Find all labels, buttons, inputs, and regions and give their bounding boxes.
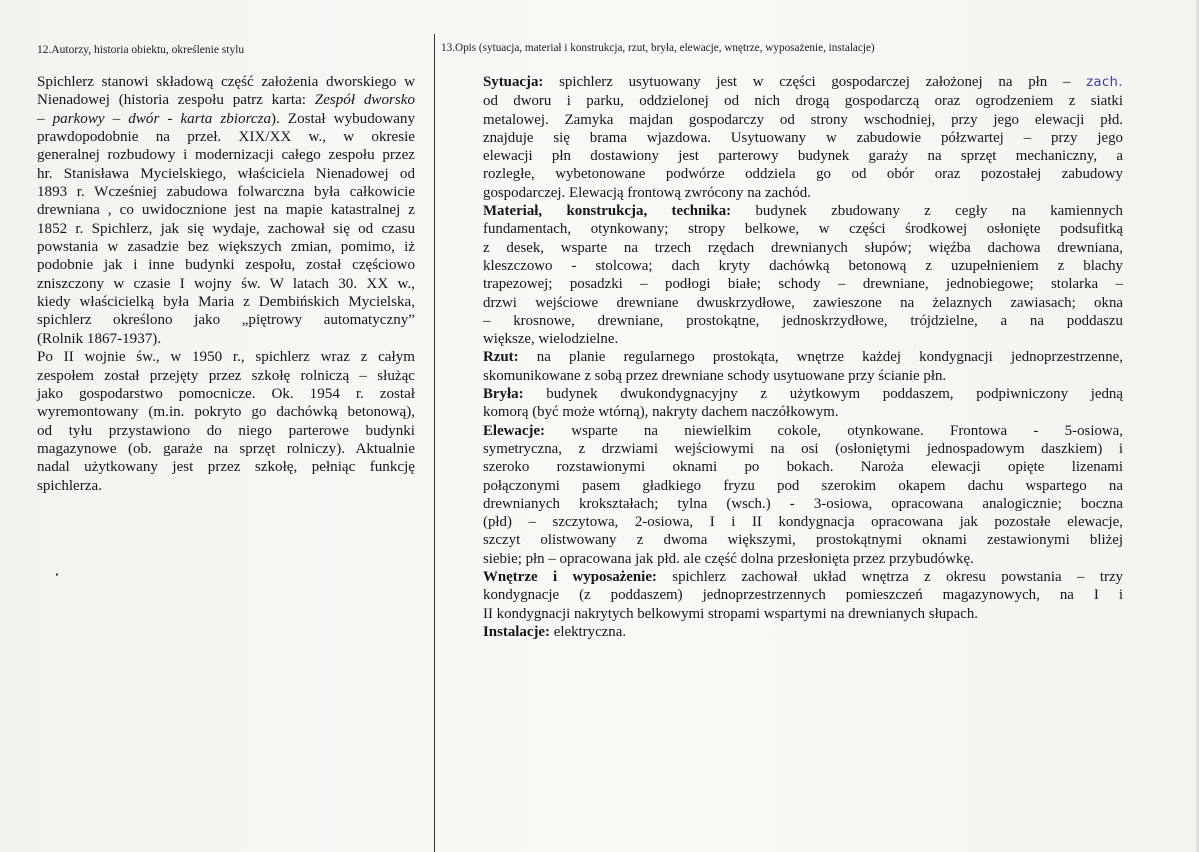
text-line: rozległe, wybetonowane podwórze oddziela go od obór oraz pozostałej zabudowy <box>483 166 1123 183</box>
sytuacja-label: Sytuacja: <box>483 74 544 90</box>
text-line: gospodarczej. Elewacją frontową zwrócony na zachód. <box>483 184 811 201</box>
text-line: – parkowy – dwór - karta zbiorcza). Został wybudowany <box>37 110 416 127</box>
text-line: drzwi wejściowe drewniane dwuskrzydłowe, zawieszone na żelaznych zawiasach; okna <box>483 294 1123 311</box>
column-divider <box>434 34 435 852</box>
instalacje-section <box>483 623 1123 641</box>
text-line: 1893 r. Wcześniej zabudowa folwarczna była całkowicie <box>37 184 415 201</box>
sytuacja-section <box>483 73 1123 202</box>
material-label: Materiał, konstrukcja, technika: <box>483 203 732 220</box>
text-line: połączonymi pasem gładkiego fryzu pod szerokim okapem dachu wspartego na <box>483 477 1123 494</box>
instalacje-label: Instalacje: <box>483 623 550 640</box>
text-line: spichlerza. <box>37 477 102 494</box>
page-edge-shadow <box>1195 0 1199 852</box>
text-line: trapezowej; posadzki – podłogi białe; schody – drewniane, jednobiegowe; stolarka – <box>483 276 1123 293</box>
material-section <box>483 202 1123 348</box>
text-line: drewnianych krokształach; tylna (wsch.) - 3-osiowa, opracowana analogicznie; boczna <box>483 495 1123 512</box>
wnetrze-label: Wnętrze i wyposażenie: <box>483 569 657 586</box>
text-line: 1852 r. Spichlerz, jak się wydaje, zachował się od czasu <box>37 220 415 237</box>
rzut-label: Rzut: <box>483 349 519 366</box>
bryla-section <box>483 385 1123 422</box>
text-line: Sytuacja: spichlerz usytuowany jest w części gospodarczej założonej na płn – zach. <box>483 74 1123 90</box>
text-line: Instalacje: elektryczna. <box>483 623 627 640</box>
text-line: kiedy właścicielką była Maria z Dembińskich Mycielska, <box>37 294 415 311</box>
text-line: symetryczna, z drzwiami wejściowymi na osi (osłoniętymi jednospadowym daszkiem) i <box>483 440 1123 457</box>
text-line: kondygnacje (z poddaszem) jednoprzestrzennych pomieszczeń magazynowych, na I i <box>483 587 1123 604</box>
text-line: jako gospodarstwo pomocnicze. Ok. 1954 r. został <box>37 385 415 402</box>
text-line: II kondygnacji nakrytych belkowymi stropami wspartymi na drewnianych słupach. <box>483 605 978 622</box>
history-paragraph-2 <box>37 348 415 495</box>
elewacje-label: Elewacje: <box>483 422 546 439</box>
text-line: spichlerz określono jako „piętrowy automatyczny” <box>37 312 415 329</box>
text-line: szczyt olistwowany z dwoma większymi, prostokątnymi oknami zestawionymi bliżej <box>483 532 1123 549</box>
text-line: komorą (być może wtórną), nakryty dachem naczółkowym. <box>483 404 839 421</box>
elewacje-section <box>483 422 1123 568</box>
right-section-header: 13.Opis (sytuacja, materiał i konstrukcja, rzut, bryła, elewacje, wnętrze, wyposażenie, instalacje) <box>441 42 875 54</box>
text-line: Elewacje: wsparte na niewielkim cokole, otynkowane. Frontowa - 5-osiowa, <box>483 422 1123 439</box>
text-line: zespołem został przejęty przez szkołę rolniczą – służąc <box>37 367 415 384</box>
text-line: znajduje się brama wjazdowa. Usytuowany w zabudowie półzwartej – przy jego <box>483 129 1123 146</box>
history-paragraph-1 <box>37 73 415 348</box>
text-line: Nienadowej (historia zespołu patrz karta: Zespół dworsko <box>37 92 415 109</box>
wnetrze-section <box>483 568 1123 623</box>
text-line: powstania w zasadzie bez większych zmian, pomimo, iż <box>37 239 415 256</box>
text-line: magazynowe (ob. garaże na sprzęt rolniczy). Aktualnie <box>37 440 415 457</box>
paper-speck <box>56 573 58 576</box>
description-text <box>483 73 1123 641</box>
text-line: – krosnowe, drewniane, prostokątne, jednoskrzydłowe, trójdzielne, a na poddaszu <box>483 312 1123 329</box>
text-line: kleszczowo - stolcowa; dach kryty dachówką betonową z uzupełnieniem z blachy <box>483 257 1123 274</box>
text-line: nadal użytkowany jest przez szkołę, pełniąc funkcję <box>37 459 415 476</box>
text-line: Materiał, konstrukcja, technika: budynek zbudowany z cegły na kamiennych <box>483 203 1123 220</box>
text-line: siebie; płn – opracowana jak płd. ale część dolna przesłonięta przez przybudówkę. <box>483 550 974 567</box>
rzut-section <box>483 348 1123 385</box>
left-section-header: 12.Autorzy, historia obiektu, określenie stylu <box>37 44 245 56</box>
bryla-label: Bryła: <box>483 386 524 403</box>
text-line: podobnie jak i inne budynki zespołu, został częściowo <box>37 257 415 274</box>
handwritten-note: zach. <box>1086 75 1123 90</box>
text-line: fundamentach, otynkowany; stropy belkowe, w części środkowej osłonięte podsufitką <box>483 221 1123 238</box>
text-line: Wnętrze i wyposażenie: spichlerz zachował układ wnętrza z okresu powstania – trzy <box>483 569 1123 586</box>
text-line: zniszczony w czasie I wojny św. W latach 30. XX w., <box>37 275 415 292</box>
text-line: wyremontowany (m.in. pokryto go dachówką betonową), <box>37 404 415 421</box>
text-line: Bryła: budynek dwukondygnacyjny z użytkowym poddaszem, podpiwniczony jedną <box>483 386 1123 403</box>
text-line: (Rolnik 1867-1937). <box>37 330 162 347</box>
text-line: Rzut: na planie regularnego prostokąta, wnętrze każdej kondygnacji jednoprzestrzenne, <box>483 349 1123 366</box>
text-line: Spichlerz stanowi składową część założenia dworskiego w <box>37 74 415 90</box>
text-line: (płd) – szczytowa, 2-osiowa, I i II kondygnacja opracowana jak pozostałe elewacje, <box>483 514 1123 531</box>
text-line: metalowej. Zamyka majdan gospodarczy od strony wschodniej, przy jego elewacji płd. <box>483 111 1123 128</box>
text-line: hr. Stanisława Mycielskiego, właściciela Nienadowej od <box>37 165 415 182</box>
text-line: od tyłu przystawiono do niego parterowe budynki <box>37 422 415 439</box>
text-line: Po II wojnie św., w 1950 r., spichlerz wraz z całym <box>37 349 415 366</box>
text-line: elewacji płn dostawiony jest parterowy budynek garaży na sprzęt mechaniczny, a <box>483 148 1123 165</box>
text-line: od dworu i parku, oddzielonej od nich drogą gospodarczą oraz ogrodzeniem z siatki <box>483 93 1123 110</box>
text-line: generalnej rozbudowy i modernizacji całego zespołu przez <box>37 147 415 164</box>
text-line: szeroko rozstawionymi oknami po bokach. Naroża elewacji opięte lizenami <box>483 459 1123 476</box>
text-line: prawdopodobnie na przeł. XIX/XX w., w okresie <box>37 129 415 146</box>
text-line: drewniana , co uwidocznione jest na mapie katastralnej z <box>37 202 415 219</box>
text-line: większe, wielodzielne. <box>483 331 619 348</box>
text-line: skomunikowane z sobą przez drewniane schody usytuowane przy ścianie płn. <box>483 367 947 384</box>
text-line: z desek, wsparte na trzech rzędach drewnianych słupów; więźba dachowa drewniana, <box>483 239 1123 256</box>
history-text <box>37 73 415 495</box>
